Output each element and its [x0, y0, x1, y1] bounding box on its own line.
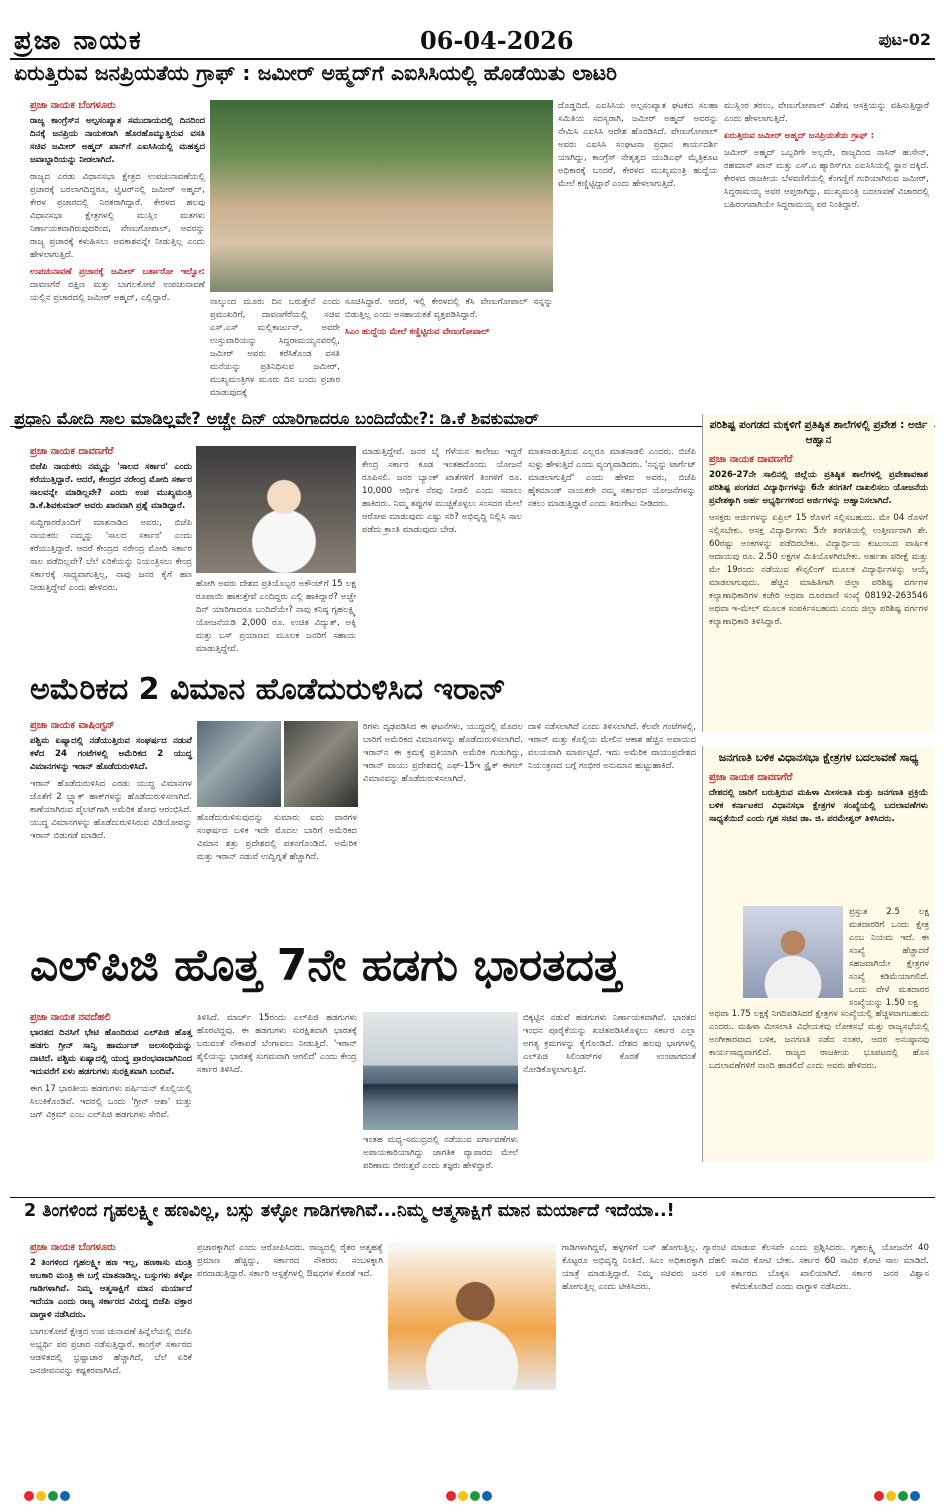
sidebar1-body: ಆಸಕ್ತರು ಅರ್ಜಿಗಳನ್ನು ಏಪ್ರಿಲ್ 15 ರೊಳಗೆ ಸಲ್ಲಿಸಬಹುದು. ಮೇ 04 ರೊಳಗೆ ಸಲ್ಲಿಸಬೇಕು. ಆಸಕ್ತ ವಿದ್ಯಾರ್ಥಿಗಳು 5ನೇ ತರಗತಿಯಲ್ಲಿ ಉತ್ತೀರ್ಣರಾಗಿ ಶೇ. 60ರಷ್ಟು ಅಂಕಗಳನ್ನು ಪಡೆದಿರಬೇಕು. ವಿದ್ಯಾರ್ಥಿಯ ಕುಟುಂಬದ ವಾರ್ಷಿಕ ಆದಾಯವು ರೂ. 2.50 ಲಕ್ಷಗಳ ಮಿತಿಯೊಳಗಿರಬೇಕು. ಅರ್ಹತಾ ಪರೀಕ್ಷೆ ಮತ್ತು ಮೇ 19ರಂದು ನಡೆಯುವ ಕೌನ್ಸಲಿಂಗ್ ಮೂಲಕ ವಿದ್ಯಾರ್ಥಿಗಳನ್ನು ಆಯ್ಕೆ ಮಾಡಲಾಗುವುದು. ಹೆಚ್ಚಿನ ಮಾಹಿತಿಗಾಗಿ ಜಿಲ್ಲಾ ಪರಿಶಿಷ್ಟ ವರ್ಗಗಳ ಕಲ್ಯಾಣಾಧಿಕಾರಿಗಳ ಕಚೇರಿ ಅಥವಾ ದೂರವಾಣಿ ಸಂಖ್ಯೆ 08192-263546 ಅಥವಾ ಇ-ಮೇಲ್ ಮೂಲಕ ಸಂಪರ್ಕಿಸಬಹುದು ಎಂದು ಜಿಲ್ಲಾ ಪರಿಶಿಷ್ಟ ವರ್ಗಗಳ ಕಲ್ಯಾಣಾಧಿಕಾರಿ ತಿಳಿಸಿದ್ದಾರೆ. — [709, 513, 928, 627]
story3-photo-wreck-2 — [284, 721, 358, 807]
color-dot — [874, 1491, 884, 1501]
story5-lead: 2 ತಿಂಗಳಿಂದ ಗೃಹಲಕ್ಷ್ಮೀ ಹಣ ಇಲ್ಲ, ಹಣಕಾಸು ಮಂತ್ರಿ ಅಬಕಾರಿ ಮಂತ್ರಿ ಈ ಬಗ್ಗೆ ಮಾತನಾಡಿಲ್ಲ. ಬಸ್ಸುಗಳು ತಳ್ಳೋ ಗಾಡಿಗಳಾಗಿವೆ. ನಿಮ್ಮ ಆತ್ಮಸಾಕ್ಷಿಗೆ ಮಾನ ಮರ್ಯಾದೆ ಇದೆಯಾ ಎಂದು ರಾಜ್ಯ ಸರ್ಕಾರದ ವಿರುದ್ಧ ಬಿಜೆಪಿ ವಕ್ತಾರ ವಾಗ್ದಾಳಿ ನಡೆಸಿದರು. — [30, 1258, 192, 1320]
sidebar2-photo-parameshwar — [743, 906, 843, 998]
page-number: ಪುಟ-02 — [878, 30, 931, 49]
story5-col4 — [731, 1242, 929, 1480]
story4-col3-text: ಇಂತಹ ಮಧ್ಯ-ಸಮುದ್ರದಲ್ಲಿ ನಡೆಯುವ ವರ್ಗಾವಣೆಗಳು ಅಪಾಯಕಾರಿಯಾಗಿದ್ದು ಜಾಗತಿಕ ವ್ಯಾಪಾರದ ಮೇಲೆ ಪರಿಣಾಮ ಬೀರುತ್ತವೆ ಎಂದು ತಜ್ಞರು ಹೇಳಿದ್ದಾರೆ. — [363, 1135, 518, 1171]
story1-col2b — [345, 296, 553, 424]
story5-headline: 2 ತಿಂಗಳಿಂದ ಗೃಹಲಕ್ಷ್ಮೀ ಹಣವಿಲ್ಲ, ಬಸ್ಸು ತಳ್ಳೋ ಗಾಡಿಗಳಾಗಿವೆ...ನಿಮ್ಮ ಆತ್ಮಸಾಕ್ಷಿಗೆ ಮಾನ ಮರ್ಯಾದೆ ಇದೆಯಾ..! — [24, 1201, 675, 1221]
story1-col2 — [210, 296, 340, 424]
story5-col4-text: ಮಾಡುವ ಕೆಲಸವೇ ಎಂದು ಪ್ರಶ್ನಿಸಿದರು. ಗೃಹಲಕ್ಷ್ಮಿ ಯೋಜನೆಗೆ 40 ಸಾವಿರ ಕೋಟಿ ಬೇಕು. ಸರ್ಕಾರ 60 ಸಾವಿರ ಕೋಟಿ ಸಾಲ ಮಾಡಿದೆ. ಸರ್ಕಾರದ ಬೊಕ್ಕಸ ಖಾಲಿಯಾಗಿದೆ. ಸರ್ಕಾರ ಜನರ ವಿಶ್ವಾಸ ಕಳೆದುಕೊಂಡಿದೆ ಎಂದು ವಾಗ್ದಾಳಿ ನಡೆಸಿದರು. — [731, 1243, 929, 1292]
color-dot — [910, 1491, 920, 1501]
story4-photo-tanker — [363, 1012, 518, 1130]
story3-col4-text: ದಾಳಿ ನಡೆಸಲಾಗಿದೆ ಎಂದು ತಿಳಿಸಲಾಗಿದೆ. ಕೆಲವೇ ಗಂಟೆಗಳಲ್ಲಿ, ಇರಾನ್ ಮತ್ತು ಕೊಲ್ಲಿಯ ಮೇಲಿನ ಆಕಾಶ ಹೆಚ್ಚಿನ ಅಪಾಯದ ವಲಯವಾಗಿ ಮಾರ್ಪಟ್ಟಿದೆ. ಇದು ಅಮೆರಿಕ ವಾಯುಪ್ರದೇಶದ ನಿಯಂತ್ರಣದ ಬಗ್ಗೆ ಗಂಭೀರ ಅನುಮಾನ ಹುಟ್ಟುಹಾಕಿದೆ. — [528, 722, 696, 771]
story1-headline: ಏರುತ್ತಿರುವ ಜನಪ್ರಿಯತೆಯ ಗ್ರಾಫ್ : ಜಮೀರ್ ಅಹ್ಮದ್‌ಗೆ ಎಐಸಿಸಿಯಲ್ಲಿ ಹೊಡೆಯಿತು ಲಾಟರಿ — [14, 61, 618, 85]
story1-col3 — [558, 100, 718, 424]
sidebar2-lead: ದೇಶದಲ್ಲಿ ಜಾರಿಗೆ ಬರುತ್ತಿರುವ ಮಹಿಳಾ ಮೀಸಲಾತಿ ಮತ್ತು ಜನಗಣತಿ ಪ್ರಕ್ರಿಯೆ ಬಳಿಕ ಕರ್ನಾಟಕದ ವಿಧಾನಸಭಾ ಕ್ಷೇತ್ರಗಳ ಸಂಖ್ಯೆಯಲ್ಲಿ ಬದಲಾವಣೆಗಳು ಸಾಧ್ಯತೆಯಿದೆ ಎಂದು ಗೃಹ ಸಚಿವ ಡಾ. ಜಿ. ಪರಮೇಶ್ವರ್ ತಿಳಿಸಿದರು. — [709, 788, 928, 824]
story1-col3-text: ದೊಡ್ಡದಿದೆ. ಎಐಸಿಸಿಯ ಅಲ್ಪಸಂಖ್ಯಾತ ಘಟಕದ ಸಲಹಾ ಸಮಿತಿಯ ಸದಸ್ಯರಾಗಿ, ಜಮೀರ್ ಅಹ್ಮದ್ ಅವರನ್ನು ನೇಮಿಸಿ ಎಐಸಿಸಿ ಆದೇಶ ಹೊರಡಿಸಿದೆ. ವೇಣುಗೋಪಾಲ್ ಅವರು ಎಐಸಿಸಿ ಸಂಘಟನಾ ಪ್ರಧಾನ ಕಾರ್ಯದರ್ಶಿ ಯಾಗಿದ್ದು, ಕಾಂಗ್ರೆಸ್ ನೇತೃತ್ವದ ಯುಡಿಎಫ್ ಮೈತ್ರಿಕೂಟ ಅಧಿಕಾರಕ್ಕೆ ಬಂದರೆ, ಕೇರಳದ ಮುಖ್ಯಮಂತ್ರಿ ಹುದ್ದೆಯ ಮೇಲೆ ಕಣ್ಣಿಟ್ಟಿದ್ದಾರೆ ಎಂದು ಹೇಳಲಾಗುತ್ತಿದೆ. — [558, 101, 718, 189]
story5-col2-text: ಪ್ರಚಾರಕ್ಕಾಗಿದೆ ಎಂದು ಆರೋಪಿಸಿದರು. ರಾಜ್ಯದಲ್ಲಿ ರೈತರ ಆತ್ಮಹತ್ಯೆ ಪ್ರಮಾಣ ಹೆಚ್ಚಿದ್ದು, ಸರ್ಕಾರದ ನೌಕರರು ಸಂಬಳಕ್ಕಾಗಿ ಪರದಾಡುತ್ತಿದ್ದಾರೆ. ಸರ್ಕಾರಿ ಆಸ್ಪತ್ರೆಗಳಲ್ಲಿ ಔಷಧಗಳ ಕೊರತೆ ಇದೆ. — [197, 1243, 383, 1279]
story2-col4 — [528, 446, 696, 670]
story5-photo-press — [388, 1242, 556, 1390]
story2-col1-text: ಸುದ್ದಿಗಾರರೊಂದಿಗೆ ಮಾತನಾಡಿದ ಅವರು, ಬಿಜೆಪಿ ನಾಯಕರು ನಮ್ಮನ್ನು 'ಸಾಲದ ಸರ್ಕಾರ' ಎಂದು ಕರೆಯುತ್ತಿದ್ದಾರೆ. ಆದರೆ ಕೇಂದ್ರದ ನರೇಂದ್ರ ಮೋದಿ ಸರ್ಕಾರ ಸಾಲ ಪಡೆದಿಲ್ಲವೇ? ಬೆಲೆ ಏರಿಕೆಯನ್ನು ನಿಯಂತ್ರಿಸಲು ಕೇಂದ್ರ ಸರ್ಕಾರಕ್ಕೆ ಸಾಧ್ಯವಾಗುತ್ತಿಲ್ಲ, ನಾವು ಜನರ ಕೈಗೆ ಹಣ ನೀಡುತ್ತಿದ್ದೇವೆ ಎಂದು ಹೇಳಿದರು. — [30, 518, 192, 593]
sidebar1-headline: ಪರಿಶಿಷ್ಟ ಪಂಗಡದ ಮಕ್ಕಳಿಗೆ ಪ್ರತಿಷ್ಠಿತ ಶಾಲೆಗಳಲ್ಲಿ ಪ್ರವೇಶ : ಅರ್ಜಿ ಆಹ್ವಾನ — [709, 419, 928, 446]
story3-col3 — [363, 721, 523, 938]
story1-byline: ಪ್ರಜಾ ನಾಯಕ ಬೆಂಗಳೂರು — [30, 100, 116, 111]
story1-col4 — [724, 100, 929, 424]
story1-subhead-1: ಉಪಚುನಾವಣೆ ಪ್ರಚಾರಕ್ಕೆ ಜಮೀರ್ ಬರ್ತಾರೋ ಇಲ್ವೋ: — [30, 267, 205, 277]
color-dot — [898, 1491, 908, 1501]
story4-lead: ಭಾರತದ ದಿನಸಿಗೆ ಭೇಟಿ ಹೊಂದಿರುವ ಎಲ್‌ಪಿಜಿ ಹೊತ್ತ ಹಡಗು ಗ್ರೀನ್ ಸಾನ್ವಿ ಹಾರ್ಮುಜ್ ಜಲಸಂಧಿಯನ್ನು ದಾಟಿದೆ. ಪಶ್ಚಿಮ ಏಷ್ಯಾದಲ್ಲಿ ಯುದ್ಧ ಪ್ರಾರಂಭವಾದಾಗಿನಿಂದ ಇದುವರೆಗೆ ಏಳು ಹಡಗುಗಳು ಸುರಕ್ಷಿತವಾಗಿ ಬಂದಿವೆ. — [30, 1028, 192, 1077]
color-dot — [24, 1491, 34, 1501]
masthead — [10, 24, 935, 58]
story3-col3-text: ರಿಗಳು ದೃಢಪಡಿಸಿದ ಈ ಘಟನೆಗಳು, ಯುದ್ಧದಲ್ಲಿ ಮೊದಲ ಬಾರಿಗೆ ಅಮೆರಿಕದ ವಿಮಾನಗಳನ್ನು ಹೊಡೆದುರುಳಿಸಲಾಗಿದೆ. ಇರಾನ್‌ನ ಈ ಕ್ರಮಕ್ಕೆ ಪ್ರತಿಯಾಗಿ ಅಮೆರಿಕ ಗುಡುಗಿದ್ದು, ಇರಾನ್ ವಾಯು ಪ್ರದೇಶದಲ್ಲಿ ಎಫ್-15ಇ ಸ್ಟ್ರೈಕ್ ಈಗಲ್ ವಿಮಾನವನ್ನು ಹೊಡೆದುರುಳಿಸಲಾಗಿದೆ. — [363, 722, 523, 784]
story2-lead: ಬಿಜೆಪಿ ನಾಯಕರು ನಮ್ಮನ್ನು 'ಸಾಲದ ಸರ್ಕಾರ' ಎಂದು ಕರೆಯುತ್ತಿದ್ದಾರೆ. ಆದರೆ, ಕೇಂದ್ರದ ನರೇಂದ್ರ ಮೋದಿ ಸರ್ಕಾರ ಸಾಲವನ್ನೇ ಮಾಡಿಲ್ಲವೇ? ಎಂದು ಉಪ ಮುಖ್ಯಮಂತ್ರಿ ಡಿ.ಕೆ.ಶಿವಕುಮಾರ್ ಅವರು ಖಾರವಾಗಿ ಪ್ರಶ್ನೆ ಮಾಡಿದ್ದಾರೆ. — [30, 462, 192, 511]
story2-col4-text: ಮಾತನಾಡುತ್ತಿರುವ ಎಲ್ಲರೂ ಮಾತನಾಡಲಿ ಎಂದರು. ಬಿಜೆಪಿ ಸುಳ್ಳು ಹೇಳುತ್ತಿದೆ ಎಂದು ವ್ಯಂಗ್ಯವಾಡಿದರು. 'ನನ್ನನ್ನು ಟಾರ್ಗೆಟ್ ಮಾಡಲಾಗುತ್ತಿದೆ' ಎಂದು ಹೇಳಿದ ಅವರು, ಬಿಜೆಪಿ ಹೈಕಮಾಂಡ್ ನಾಯಕರೇ ನಮ್ಮ ಸರ್ಕಾರದ ಯೋಜನೆಗಳನ್ನು ನಕಲು ಮಾಡುತ್ತಿದ್ದಾರೆ ಎಂದು ತಿರುಗೇಟು ನೀಡಿದರು. — [528, 447, 697, 509]
sidebar2-headline: ಜನಗಣತಿ ಬಳಿಕ ವಿಧಾನಸಭಾ ಕ್ಷೇತ್ರಗಳ ಬದಲಾವಣೆ ಸಾಧ್ಯ — [718, 751, 919, 764]
story1-col4-text: ಮುಸ್ಲಿಂರ ತರಲು, ವೇಣುಗೋಪಾಲ್ ವಿಶೇಷ ಆಸಕ್ತಿಯನ್ನು ವಹಿಸುತ್ತಿದ್ದಾರೆ ಎಂದು ಹೇಳಲಾಗುತ್ತಿದೆ. — [724, 101, 929, 124]
story1-lead: ರಾಜ್ಯ ಕಾಂಗ್ರೆಸ್‌ನ ಅಲ್ಪಸಂಖ್ಯಾತ ಸಮುದಾಯದಲ್ಲಿ ದಿನದಿಂದ ದಿನಕ್ಕೆ ಜನಪ್ರಿಯ ನಾಯಕರಾಗಿ ಹೊರಹೊಮ್ಮುತ್ತಿರುವ ವಸತಿ ಸಚಿವ ಜಮೀರ್ ಅಹ್ಮದ್ ಖಾನ್‌ಗೆ ಎಐಸಿಸಿಯಲ್ಲಿ ಮಹತ್ವದ ಜವಾಬ್ದಾರಿಯನ್ನು ನೀಡಲಾಗಿದೆ. — [30, 116, 205, 165]
story4-col3 — [363, 1134, 518, 1195]
story5-col2 — [197, 1242, 383, 1480]
story5-byline: ಪ್ರಜಾ ನಾಯಕ ಬೆಂಗಳೂರು — [30, 1242, 116, 1253]
story3-photo-wreck-1 — [197, 721, 281, 807]
story3-lead: ಪಶ್ಚಿಮ ಏಷ್ಯಾದಲ್ಲಿ ನಡೆಯುತ್ತಿರುವ ಸಂಘರ್ಷದ ನಡುವೆ ಕಳೆದ 24 ಗಂಟೆಗಳಲ್ಲಿ ಅಮೆರಿಕದ 2 ಯುದ್ಧ ವಿಮಾನಗಳನ್ನು ಇರಾನ್ ಹೊಡೆದುರುಳಿಸಿದೆ. — [30, 736, 192, 772]
story4-col2 — [197, 1012, 357, 1195]
story2-col3-text: ಮಾಡುತ್ತಿದ್ದೇವೆ. ಜನರ ಬೈ ಗೆಳೆಯನ ಕಾಲೇಜು ಇದ್ದರೆ ಕೇಂದ್ರ ಸರ್ಕಾರ ಕೂಡ ಇಂತಹದೊಂದು ಯೋಜನೆ ರೂಪಿಸಲಿ. ಜನರ ಬ್ಯಾಂಕ್ ಖಾತೆಗಳಿಗೆ ತಿಂಗಳಿಗೆ ರೂ. 10,000 ಆರ್ಥಿಕ ನೆರವು ನೀಡಲಿ ಎಂದು ಸವಾಲು ಹಾಕಿದರು. ನಿಮ್ಮ ತಪ್ಪುಗಳ ಮುಚ್ಚಿಕೊಳ್ಳಲು ಸಂಸದರ ಮೇಲೆ ಆರೋಪ ಮಾಡುವುದು ಎಷ್ಟು ಸರಿ? ಅಭಿವೃದ್ಧಿ ನಿಲ್ಲಿಸಿ ಸಾಲ ಪಡೆದು ಕ್ರಾಂತಿ ಮಾಡುವುದು ಬೇಡ. — [362, 447, 522, 535]
color-dot — [48, 1491, 58, 1501]
sidebar2-body1: ಪ್ರಸ್ತುತ 2.5 ಲಕ್ಷ ಮತದಾರರಿಗೆ ಒಂದು ಕ್ಷೇತ್ರ ಎಂಬ ನಿಯಮ ಇದೆ. ಈ ಸಂಖ್ಯೆ ಹೆಚ್ಚಾದರೆ ಸಹಜವಾಗಿಯೇ ಕ್ಷೇತ್ರಗಳ ಸಂಖ್ಯೆ ಕಡಿಮೆಯಾಗಲಿದೆ. ಒಂದು ವೇಳೆ ಮತದಾರರ ಸಂಖ್ಯೆಯನ್ನು 1.50 ಲಕ್ಷ — [849, 907, 929, 1008]
story3-col2 — [197, 812, 357, 938]
sidebar1-lead: 2026-27ನೇ ಸಾಲಿನಲ್ಲಿ ಜಿಲ್ಲೆಯ ಪ್ರತಿಷ್ಠಿತ ಶಾಲೆಗಳಲ್ಲಿ ಪ್ರವೇಶಾವಕಾಶ ಪರಿಶಿಷ್ಟ ಪಂಗಡದ ವಿದ್ಯಾರ್ಥಿಗಳನ್ನು 6ನೇ ತರಗತಿಗೆ ದಾಖಲಿಸಲು ಯೋಜನೆಯ ಪ್ರವೇಶಕ್ಕಾಗಿ ಅರ್ಹ ಅಭ್ಯರ್ಥಿಗಳಿಂದ ಅರ್ಜಿಗಳನ್ನು ಆಹ್ವಾನಿಸಲಾಗಿದೆ. — [709, 470, 928, 506]
story4-col2-text: ತಿಳಿಸಿದೆ. ಮಾರ್ಚ್ 15ರಂದು ಎಲ್‌ಪಿಜಿ ಹಡಗುಗಳು ಹೊರಟಿದ್ದವು. ಈ ಹಡಗುಗಳು ಸುರಕ್ಷಿತವಾಗಿ ಭಾರತಕ್ಕೆ ಬರುವಂತೆ ನೌಕಾಪಡೆ ಬೆಂಗಾವಲು ನೀಡುತ್ತಿದೆ. 'ಇರಾನ್ ಶೈಲಿಯನ್ನು ಭಾರತಕ್ಕೆ ಸುಗಮವಾಗಿ ಆಗಲಿದೆ' ಎಂದು ಕೇಂದ್ರ ಸರ್ಕಾರ ತಿಳಿಸಿದೆ. — [197, 1013, 357, 1075]
story3-col4 — [528, 721, 696, 938]
story1-col1b-text: ದಾವಣಗೆರೆ ದಕ್ಷಿಣ ಮತ್ತು ಬಾಗಲಕೋಟೆ ಉಪಚುನಾವಣೆ ಯಲ್ಲಿನ ಪ್ರಚಾರದಲ್ಲಿ ಜಮೀರ್ ಅಹ್ಮದ್, ಎಲ್ಲಿದ್ದಾರೆ. — [30, 280, 205, 303]
footer-color-dots-center — [446, 1486, 496, 1498]
story3-col2-text: ಹೊಡೆದುರುಳಿಸುವುದನ್ನು ಸುಮಾರು ಐದು ವಾರಗಳ ಸಂಘರ್ಷದ ಬಳಿಕ ಇದೇ ಮೊದಲ ಬಾರಿಗೆ ಅಮೆರಿಕದ ವಿಮಾನ ಶತ್ರು ಪ್ರದೇಶದಲ್ಲಿ ಪತನಗೊಂಡಿದೆ. ಅಮೆರಿಕ ಮತ್ತು ಇರಾನ್ ನಡುವೆ ಉದ್ವಿಗ್ನತೆ ಹೆಚ್ಚಾಗಿದೆ. — [197, 813, 357, 862]
story2-byline: ಪ್ರಜಾ ನಾಯಕ ದಾವಣಗೆರೆ — [30, 446, 114, 457]
story1-col1 — [30, 98, 205, 423]
story1-col2b-text: ಸೂಚಿಸಿದ್ದಾರೆ. ಆದರೆ, ಇಲ್ಲಿ ಕೇರಳದಲ್ಲಿ ಕೆಸಿ ವೇಣುಗೋಪಾಲ್ ನನ್ನನ್ನು ಬಿಡುತ್ತಿಲ್ಲ ಎಂದು ಅಸಹಾಯಕತೆ ವ್ಯಕ್ತಪಡಿಸಿದ್ದಾರೆ. — [345, 297, 553, 320]
story1-col2-text: ನಾಲ್ಕುಂದ ಮೂರು ದಿನ ಬರುತ್ತೇನೆ ಎಂದು ಪ್ರಮುಖರಿಗೆ, ದಾವಣಗೆರೆಯಲ್ಲಿ ಸಚಿವ ಎಸ್.ಎಸ್ ಮಲ್ಲಿಕಾರ್ಜುನ್, ಅವರೇ ಉಸ್ತುವಾರಿಯನ್ನು ಸಿದ್ದರಾಮಯ್ಯನವರಲ್ಲಿ, ಜಮೀರ್ ಅವರು ಕರೆಸಿಕೊಂಡ ವಸತಿ ಮನೆಯನ್ನು ಪ್ರತಿನಿಧಿಸುವ ಜಮೀರ್, ಮುಖ್ಯಮಂತ್ರಿಗಳ ಮೂರು ದಿನ ಬಂದು ಪ್ರಚಾರ ಮಾಡುವುದಕ್ಕೆ — [210, 297, 340, 398]
story4-col1 — [30, 1010, 192, 1195]
story2-col2 — [196, 578, 356, 670]
story5-col3 — [562, 1242, 726, 1480]
story3-headline: ಅಮೆರಿಕದ 2 ವಿಮಾನ ಹೊಡೆದುರುಳಿಸಿದ ಇರಾನ್ — [30, 672, 506, 707]
color-dot — [458, 1491, 468, 1501]
sidebar-delimitation — [702, 746, 934, 1162]
story1-subhead-3: ಏರುತ್ತಿರುವ ಜಮೀರ್ ಅಹ್ಮದ್ ಜನಪ್ರಿಯತೆಯ ಗ್ರಾಫ್ : — [724, 131, 875, 141]
footer-color-dots-right — [874, 1486, 924, 1498]
footer-color-dots-left — [24, 1486, 74, 1498]
story4-headline: ಎಲ್‌ಪಿಜಿ ಹೊತ್ತ 7ನೇ ಹಡಗು ಭಾರತದತ್ತ — [30, 940, 621, 991]
story3-col1 — [30, 718, 192, 938]
masthead-rule — [10, 58, 935, 60]
issue-date: 06-04-2026 — [420, 26, 574, 55]
story2-photo-dks — [196, 446, 356, 573]
sidebar2-body2: ಅಥವಾ 1.75 ಲಕ್ಷಕ್ಕೆ ನಿಗದಿಪಡಿಸಿದರೆ ಕ್ಷೇತ್ರಗಳ ಸಂಖ್ಯೆಯಲ್ಲಿ ಹೆಚ್ಚಳವಾಗಬಹುದು ಎಂದರು. ಮಹಿಳಾ ಮೀಸಲಾತಿ ವಿಧೇಯಕವು ಲೋಕಸಭೆ ಮತ್ತು ರಾಜ್ಯಸಭೆಯಲ್ಲಿ ಅಂಗೀಕಾರವಾದ ಬಳಿಕ, ಜನಗಣತಿ ನಡೆದ ನಂತರ, ಆದರ ಅನುಷ್ಠಾನವು ಕಾರ್ಯಸಾಧ್ಯವಾಗಲಿದೆ. ರಾಜ್ಯದ ರಾಜಕೀಯ ಭೂಪಟದಲ್ಲಿ ಹೊಸ ಬದಲಾವಣೆಗಳಿಗೆ ನಾಂದಿ ಹಾಡಲಿದೆ ಎಂದು ಅವರು ಹೇಳಿದರು. — [709, 1009, 929, 1071]
story5-col1-text: ಬಾಗಲಕೋಟೆ ಕ್ಷೇತ್ರದ ಉಪ ಚುನಾವಣೆ ಹಿನ್ನೆಲೆಯಲ್ಲಿ ಬಿಜೆಪಿ ಅಭ್ಯರ್ಥಿ ಪರ ಪ್ರಚಾರ ನಡೆಸುತ್ತಿದ್ದಾರೆ. ಕಾಂಗ್ರೆಸ್ ಸರ್ಕಾರದ ಆಡಳಿತದಲ್ಲಿ ಭ್ರಷ್ಟಾಚಾರ ಹೆಚ್ಚಾಗಿದೆ, ಬೆಲೆ ಏರಿಕೆ ಜನಜೀವನವನ್ನು ಕಷ್ಟಕರವಾಗಿಸಿದೆ. — [30, 1327, 192, 1376]
color-dot — [470, 1491, 480, 1501]
sidebar-scholarship — [702, 414, 934, 732]
story5-col3-text: ಗಾಡಿಗಳಾಗಿದ್ದವೆ, ಹಳ್ಳಗಳಿಗೆ ಬಸ್ ಹೋಗುತ್ತಿಲ್ಲ. ಗ್ಯಾರಂಟಿ ಕೊಟ್ಟರೂ ಅಭಿವೃದ್ಧಿ ನಿಂತಿದೆ. ಸಿಎಂ ಅಧಿಕಾರಕ್ಕಾಗಿ ದೆಹಲಿ ಯಾತ್ರೆ ಮಾಡುತ್ತಿದ್ದಾರೆ. ನಿಮ್ಮ ಸಚಿವರು ಜನರ ಬಳಿ ಹೋಗುತ್ತಿಲ್ಲ ಎಂದು ಟೀಕಿಸಿದರು. — [562, 1243, 726, 1292]
newspaper-name: ಪ್ರಜಾ ನಾಯಕ — [14, 26, 143, 56]
story3-col1-text: ಇರಾನ್ ಹೊಡೆದುರುಳಿಸಿದ ಎರಡು ಯುದ್ಧ ವಿಮಾನಗಳ ಜೊತೆಗೆ 2 ಬ್ಲ್ಯಾಕ್ ಹಾಕ್‌ಗಳನ್ನು ಹೊಡೆದುರುಳಿಸಲಾಗಿದೆ. ಕಾಣೆಯಾಗಿರುವ ಪೈಲಟ್‌ಗಾಗಿ ಅಮೆರಿಕ ಶೋಧ ಆರಂಭಿಸಿದೆ. ಯುದ್ಧ ವಿಮಾನಗಳನ್ನು ಹೊಡೆದುರುಳಿಸಿರುವ ವಿಡಿಯೋವನ್ನು ಇರಾನ್ ಬಿಡುಗಡೆ ಮಾಡಿದೆ. — [30, 779, 192, 841]
story5-col1 — [30, 1240, 192, 1480]
story4-byline: ಪ್ರಜಾ ನಾಯಕ ನವದೆಹಲಿ — [30, 1012, 111, 1023]
story4-col1-text: ಈಗ 17 ಭಾರತೀಯ ಹಡಗುಗಳು ಪರ್ಷಿಯನ್ ಕೊಲ್ಲಿಯಲ್ಲಿ ಸಿಲುಕಿಕೊಂಡಿವೆ. ಇದರಲ್ಲಿ ಒಂದು 'ಗ್ರೀನ್ ಆಶಾ' ಮತ್ತು ಜಗ್ ವಿಕ್ರಮ್ ಎಂಬ ಎಲ್‌ಪಿಜಿ ಹಡಗುಗಳು ಸೇರಿವೆ. — [30, 1084, 192, 1120]
color-dot — [446, 1491, 456, 1501]
color-dot — [60, 1491, 70, 1501]
story1-col4b-text: ಜಮೀರ್ ಅಹ್ಮದ್ ಒಬ್ಬರಿಗೇ ಅಲ್ಲದೇ, ರಾಜ್ಯದಿಂದ ನಾಸಿರ್ ಹುಸೇನ್, ರಹಮಾನ್ ಖಾನ್ ಮತ್ತು ಎಸ್.ಎ ಹ್ಯಾರಿಸ್‌ಗೂ ಎಐಸಿಸಿಯಲ್ಲಿ ಸ್ಥಾನ ದಕ್ಕಿದೆ. ಕೇರಳದ ರಾಜಕೀಯ ಬೆಳವಣಿಗೆಯಲ್ಲಿ ಕೆಂಗಣ್ಣಿಗೆ ಗುರಿಯಾಗಿರುವ ಜಮೀರ್, ಸಿದ್ದರಾಮಯ್ಯ ಅವರ ಆಪ್ತರಾಗಿದ್ದು, ಮುಖ್ಯಮಂತ್ರಿ ಬದಲಾವಣೆ ವಿಚಾರದಲ್ಲಿ ಬಹಿರಂಗವಾಗಿಯೇ ಸಿದ್ದರಾಮಯ್ಯ ಪರ ನಿಂತಿದ್ದಾರೆ. — [724, 148, 929, 210]
story2-col3 — [362, 446, 522, 670]
story1-photo-crowd — [210, 100, 553, 292]
story2-headline: ಪ್ರಧಾನಿ ಮೋದಿ ಸಾಲ ಮಾಡಿಲ್ಲವೇ? ಅಚ್ಚೇ ದಿನ್ ಯಾರಿಗಾದರೂ ಬಂದಿದೆಯೇ?: ಡಿ.ಕೆ ಶಿವಕುಮಾರ್ — [14, 409, 539, 428]
story2-col2-text: ಹೋಗಿ ಅವರು ದೇಶದ ಪ್ರತಿಯೊಬ್ಬರ ಅಕೌಂಟ್‌ಗೆ 15 ಲಕ್ಷ ರೂಪಾಯಿ ಹಾಕುತ್ತೇವೆ ಎಂದಿದ್ದರು ಎಲ್ಲಿ ಹಾಕಿದ್ದಾರೆ? ಅಚ್ಚೇ ದಿನ್ ಯಾರಿಗಾದರೂ ಬಂದಿದೆಯೇ? ನಾವು ಕನಿಷ್ಠ ಗೃಹಲಕ್ಷ್ಮಿ ಯೋಜನೆಯಡಿ 2,000 ರೂ. ಉಚಿತ ವಿದ್ಯುತ್, ಅಕ್ಕಿ ಮತ್ತು ಬಸ್ ಪ್ರಯಾಣದ ಮೂಲಕ ಜನರಿಗೆ ಸಹಾಯ ಮಾಡುತ್ತಿದ್ದೇವೆ. — [196, 579, 356, 654]
story1-col1-text: ರಾಜ್ಯದ ಎರಡು ವಿಧಾನಸಭಾ ಕ್ಷೇತ್ರದ ಉಪಚುನಾವಣೆಯಲ್ಲಿ ಪ್ರಚಾರಕ್ಕೆ ಬರಲಾಗದಿದ್ದರೂ, ಟ್ವಿಟರ್‌ನಲ್ಲಿ ಜಮೀರ್ ಅಹ್ಮದ್, ಕೇರಳ ಪ್ರಚಾರದಲ್ಲಿ ನಿರತರಾಗಿದ್ದಾರೆ. ಕೇರಳದ ಹಲವು ವಿಧಾನಸಭಾ ಕ್ಷೇತ್ರಗಳಲ್ಲಿ ಮುಸ್ಲಿಂ ಮತಗಳು ನಿರ್ಣಾಯಕವಾಗಿರುವುದರಿಂದ, ವೇಣುಗೋಪಾಲ್, ಅವರನ್ನು ರಾಜ್ಯ ಪ್ರಚಾರಕ್ಕೆ ಕಳುಹಿಸಲು ಅವಕಾಶವನ್ನೇ ನೀಡುತ್ತಿಲ್ಲ ಎಂದು ಹೇಳಲಾಗುತ್ತಿದೆ. — [30, 172, 205, 260]
sidebar1-byline: ಪ್ರಜಾ ನಾಯಕ ದಾವಣಗೆರೆ — [709, 454, 793, 465]
story3-byline: ಪ್ರಜಾ ನಾಯಕ ವಾಷಿಂಗ್ಟನ್ — [30, 720, 115, 731]
sidebar2-byline: ಪ್ರಜಾ ನಾಯಕ ದಾವಣಗೆರೆ — [709, 772, 793, 783]
divider — [10, 1197, 935, 1198]
story1-subhead-2: ಸಿಎಂ ಹುದ್ದೆಯ ಮೇಲೆ ಕಣ್ಣಿಟ್ಟಿರುವ ವೇಣುಗೋಪಾಲ್ — [345, 327, 490, 337]
color-dot — [36, 1491, 46, 1501]
story2-col1 — [30, 444, 192, 669]
story4-col4 — [523, 1012, 696, 1195]
color-dot — [482, 1491, 492, 1501]
color-dot — [886, 1491, 896, 1501]
story4-col4-text: ಬಿಕ್ಕಟ್ಟಿನ ನಡುವೆ ಹಡಗುಗಳು ನಿರ್ಣಾಯಕವಾಗಿವೆ. ಭಾರತದ ಇಂಧನ ಪೂರೈಕೆಯನ್ನು ಖಚಿತಪಡಿಸಿಕೊಳ್ಳಲು ಸರ್ಕಾರ ಎಲ್ಲಾ ಅಗತ್ಯ ಕ್ರಮಗಳನ್ನು ಕೈಗೊಂಡಿದೆ. ದೇಶದ ಹಲವು ಭಾಗಗಳಲ್ಲಿ ಎಲ್‌ಪಿಜಿ ಸಿಲಿಂಡರ್‌ಗಳ ಕೊರತೆ ಉಂಟಾಗದಂತೆ ನೋಡಿಕೊಳ್ಳಲಾಗುತ್ತಿದೆ. — [523, 1013, 696, 1075]
